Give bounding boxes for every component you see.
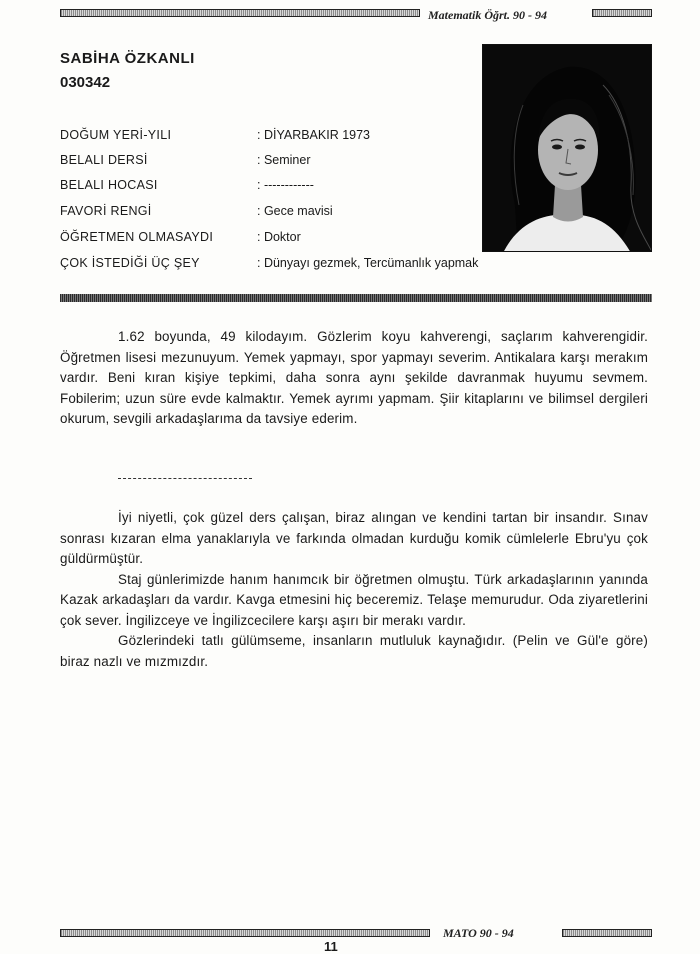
info-label: ÖĞRETMEN OLMASAYDI — [60, 230, 214, 244]
info-label: FAVORİ RENGİ — [60, 204, 152, 218]
info-row-wishes — [60, 256, 478, 270]
info-value: : DİYARBAKIR 1973 — [257, 128, 371, 142]
info-label: BELALI HOCASI — [60, 178, 158, 192]
info-row-teacher — [60, 178, 314, 192]
portrait-illustration — [483, 45, 652, 252]
info-row-course — [60, 153, 311, 167]
self-description — [60, 327, 648, 430]
paragraph: Gözlerindeki tatlı gülümseme, insanların mutluluk kaynağıdır. (Pelin ve Gül'e göre) biraz nazlı ve mızmızdır. — [60, 633, 648, 669]
info-value: : Doktor — [257, 230, 301, 244]
paragraph: 1.62 boyunda, 49 kilodayım. Gözlerim koyu kahverengi, saçlarım kahverengidir. Öğretmen lisesi mezunuyum. Yemek yapmayı, spor yapmayı severim. Antikalara karşı merakım vardır. Beni kıran kişiye tepkimi, daha sonra aynı şekilde davranmak huyumu sevmem. Fobilerim; uzun süre evde kalmaktır. Yemek ayrımı yapmam. Şiir kitaplarını ve bilimsel dergileri okurum, sevgili arkadaşlarıma da tavsiye ederim. — [60, 329, 648, 426]
header-rule-right — [592, 9, 652, 17]
info-row-color — [60, 204, 333, 218]
student-photo — [482, 44, 652, 252]
info-value: : Gece mavisi — [257, 204, 333, 218]
info-value: : ------------ — [257, 178, 314, 192]
header-rule-left — [60, 9, 420, 17]
header-journal-title: Matematik Öğrt. 90 - 94 — [428, 8, 547, 22]
info-label: ÇOK İSTEDİĞİ ÜÇ ŞEY — [60, 256, 200, 270]
info-value: : Dünyayı gezmek, Tercümanlık yapmak — [257, 256, 479, 270]
dashed-separator — [118, 478, 252, 479]
info-row-birth — [60, 128, 370, 142]
info-value: : Seminer — [257, 153, 311, 167]
page-number: 11 — [324, 939, 338, 954]
paragraph: Staj günlerimizde hanım hanımcık bir öğretmen olmuştu. Türk arkadaşlarının yanında Kazak arkadaşları da vardır. Kavga etmesini hiç beceremiz. Telaşe memurudur. Oda ziyaretlerini çok sever. İngilizceye ve İngilizcecilere karşı aşırı bir merakı vardır. — [60, 571, 648, 628]
footer-rule-left — [60, 929, 430, 937]
paragraph: İyi niyetli, çok güzel ders çalışan, biraz alıngan ve kendini tartan bir insandır. Sınav sonrası kızaran elma yanaklarıyla ve farkında olmadan kurduğu komik cümlelerle Ebru'yu çok güldürmüştür. — [60, 510, 648, 566]
footer-rule-right — [562, 929, 652, 937]
info-label: BELALI DERSİ — [60, 153, 148, 167]
info-label: DOĞUM YERİ-YILI — [60, 128, 172, 142]
section-divider — [60, 294, 652, 302]
footer-label: MATO 90 - 94 — [443, 926, 514, 940]
friends-description — [60, 508, 648, 672]
student-name: SABİHA ÖZKANLI — [60, 50, 195, 67]
info-row-profession — [60, 230, 301, 244]
student-id: 030342 — [60, 74, 111, 91]
